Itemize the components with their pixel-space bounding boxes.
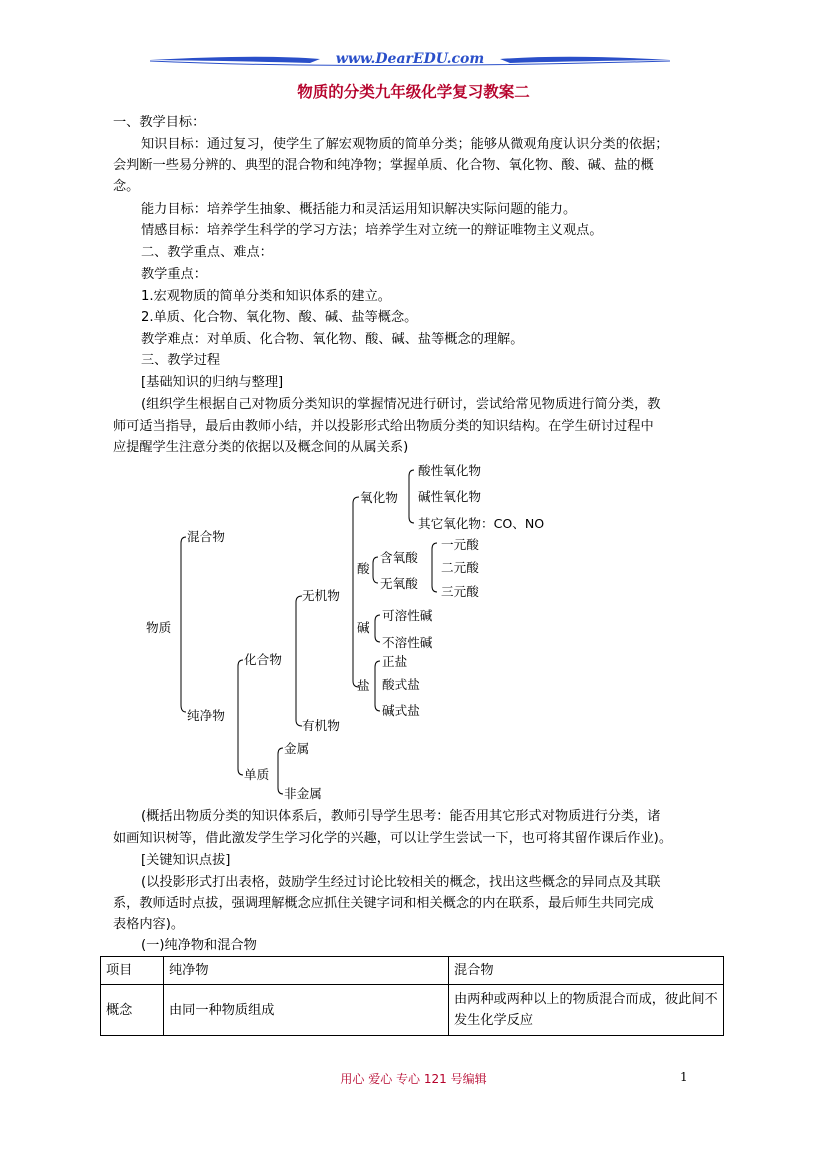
tree-node-wuzhi: 物质	[146, 620, 172, 635]
paragraph-line: (概括出物质分类的知识体系后，教师引导学生思考：能否用其它形式对物质进行分类，诸	[141, 809, 661, 824]
paragraph-line: [基础知识的归纳与整理]	[141, 375, 284, 390]
paragraph-line: 教学重点：	[141, 267, 207, 282]
paragraph-line: 教学难点：对单质、化合物、氧化物、酸、碱、盐等概念的理解。	[141, 332, 524, 347]
paragraph-line: 能力目标：培养学生抽象、概括能力和灵活运用知识解决实际问题的能力。	[141, 202, 577, 217]
tree-node-yan: 盐	[357, 678, 370, 693]
tree-node-qita: 其它氧化物：CO、NO	[418, 516, 545, 531]
table-header-cell: 纯净物	[164, 957, 449, 985]
tree-node-hunhe: 混合物	[187, 529, 225, 544]
tree-node-sanyuan: 三元酸	[441, 584, 479, 599]
paragraph-line: 如画知识树等，借此激发学生学习化学的兴趣，可以让学生尝试一下，也可将其留作课后作业)。	[113, 831, 673, 846]
site-url[interactable]: www.DearEDU.com	[335, 51, 485, 67]
tree-node-zhengyan: 正盐	[382, 654, 408, 669]
paragraph-line: 系，教师适时点拔，强调理解概念应抓住关键字词和相关概念的内在联系，最后师生共同完成	[113, 896, 654, 911]
tree-node-yiyuan: 一元酸	[441, 537, 479, 552]
paragraph-line: 师可适当指导，最后由教师小结，并以投影形式给出物质分类的知识结构。在学生研讨过程中	[113, 419, 654, 434]
tree-node-suanxing: 酸性氧化物	[418, 463, 481, 478]
tree-node-chunjing: 纯净物	[187, 708, 225, 723]
subsection-heading: (一)纯净物和混合物	[141, 938, 257, 953]
comparison-table	[100, 956, 724, 1036]
tree-node-jianshi: 碱式盐	[382, 703, 420, 718]
paragraph-line: 情感目标：培养学生科学的学习方法；培养学生对立统一的辩证唯物主义观点。	[141, 223, 603, 238]
tree-node-wuyang: 无氧酸	[380, 576, 418, 591]
table-header-cell: 混合物	[449, 957, 724, 985]
tree-node-eryuan: 二元酸	[441, 560, 479, 575]
tree-node-hanyang: 含氧酸	[380, 550, 418, 565]
paragraph-line: 应提醒学生注意分类的依据以及概念间的从属关系)	[113, 440, 409, 455]
tree-node-huahe: 化合物	[244, 652, 282, 667]
paragraph-line: 知识目标：通过复习，使学生了解宏观物质的简单分类；能够从微观角度认识分类的依据；	[141, 137, 669, 152]
tree-node-jian: 碱	[357, 620, 370, 635]
tree-node-jianxing: 碱性氧化物	[418, 489, 481, 504]
page-number: 1	[680, 1070, 688, 1084]
tree-node-youji: 有机物	[302, 718, 340, 733]
tree-node-wuji: 无机物	[302, 588, 340, 603]
tree-node-danzhi: 单质	[244, 767, 270, 782]
page-title: 物质的分类九年级化学复习教案二	[297, 83, 530, 101]
tree-node-suanshi: 酸式盐	[382, 677, 420, 692]
table-cell: 由两种或两种以上的物质混合而成，彼此间不发生化学反应	[449, 985, 724, 1036]
paragraph-line: 念。	[113, 179, 140, 194]
tree-node-yanghua: 氧化物	[360, 490, 398, 505]
paragraph-line: [关键知识点拔]	[141, 853, 231, 868]
table-header-cell: 项目	[101, 957, 164, 985]
paragraph-line: (组织学生根据自己对物质分类知识的掌握情况进行研讨，尝试给常见物质进行简分类，教	[141, 397, 661, 412]
paragraph-line: 会判断一些易分辨的、典型的混合物和纯净物；掌握单质、化合物、氧化物、酸、碱、盐的概	[113, 158, 654, 173]
tree-node-suan: 酸	[357, 561, 370, 576]
table-header-row	[101, 957, 724, 985]
section-heading-3: 三、教学过程	[141, 353, 221, 368]
tree-node-feijinshu: 非金属	[284, 786, 322, 801]
table-row	[101, 985, 724, 1036]
list-item: 2.单质、化合物、氧化物、酸、碱、盐等概念。	[141, 310, 418, 325]
section-heading-1: 一、教学目标：	[113, 115, 206, 130]
paragraph-line: 表格内容)。	[113, 917, 185, 932]
tree-node-kerong: 可溶性碱	[382, 608, 433, 623]
footer-text: 用心 爱心 专心 121 号编辑	[340, 1072, 487, 1086]
list-item: 1.宏观物质的简单分类和知识体系的建立。	[141, 289, 391, 304]
tree-node-burong: 不溶性碱	[382, 635, 433, 650]
table-cell: 由同一种物质组成	[164, 985, 449, 1036]
table-cell: 概念	[101, 985, 164, 1036]
tree-node-jinshu: 金属	[284, 741, 310, 756]
paragraph-line: (以投影形式打出表格，鼓励学生经过讨论比较相关的概念，找出这些概念的异同点及其联	[141, 875, 661, 890]
section-heading-2: 二、教学重点、难点：	[141, 245, 273, 260]
